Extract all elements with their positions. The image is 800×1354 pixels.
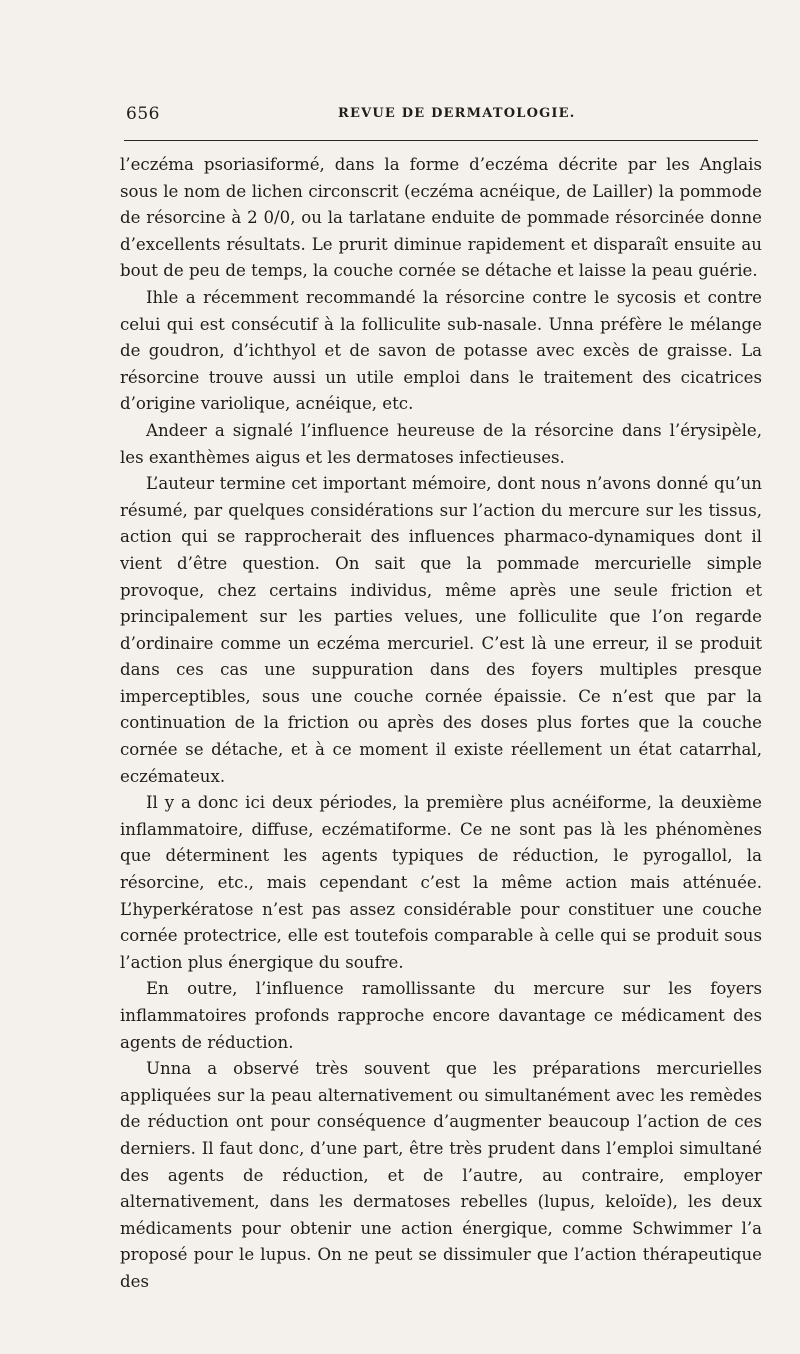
paragraph-andeer-erysipelas: Andeer a signalé l’influence heureuse de la résorcine dans l’érysipèle, les exanthèmes aigus et les dermatoses infectieuses. (120, 420, 762, 467)
paragraph-mercury-action: L’auteur termine cet important mémoire, dont nous n’avons donné qu’un résumé, par quelques considérations sur l’action du mercure sur les tissus, action qui se rapprocherait des influences pharmaco-dynamiques dont il vient d’être question. On sait que la pommade mercurielle simple provoque, chez certains individus, même après une seule friction et principalement sur les parties velues, une folliculite que l’on regarde d’ordinaire comme un eczéma mercuriel. C’est là une erreur, il se produit dans ces cas une suppuration dans des foyers multiples presque imperceptibles, sous une couche cornée épaissie. Ce n’est que par la continuation de la friction ou après des doses plus fortes que la couche cornée se détache, et à ce moment il existe réellement un état catarrhal, eczémateux. (120, 474, 762, 786)
header-rule (124, 140, 758, 141)
paragraph-eczema-treatment: l’eczéma psoriasiformé, dans la forme d’eczéma décrite par les Anglais sous le nom de lichen circonscrit (eczéma acnéique, de Lailler) la pommode de résorcine à 2 0/0, ou la tarlatane enduite de pommade résorcinée donne d’excellents résultats. Le prurit diminue rapidement et disparaît ensuite au bout de peu de temps, la couche cornée se détache et laisse la peau guérie. (120, 155, 762, 281)
paragraph-two-periods: Il y a donc ici deux périodes, la première plus acnéiforme, la deuxième inflammatoire, diffuse, eczématiforme. Ce ne sont pas là les phénomènes que déterminent les agents typiques de réduction, le pyrogallol, la résorcine, etc., mais cependant c’est la même action mais atténuée. L’hyperkératose n’est pas assez considérable pour constituer une couche cornée protectrice, elle est toutefois comparable à celle qui se produit sous l’action plus énergique du soufre. (120, 793, 762, 972)
body-text (120, 152, 762, 1296)
running-head: REVUE DE DERMATOLOGIE. (338, 106, 576, 121)
paragraph-ihle-sycosis: Ihle a récemment recommandé la résorcine contre le sycosis et contre celui qui est consécutif à la folliculite sub-nasale. Unna préfère le mélange de goudron, d’ichthyol et de savon de potasse avec excès de graisse. La résorcine trouve aussi un utile emploi dans le traitement des cicatrices d’origine variolique, acnéique, etc. (120, 287, 762, 414)
paragraph-softening-influence: En outre, l’influence ramollissante du mercure sur les foyers inflammatoires profonds rapproche encore davantage ce médicament des agents de réduction. (120, 979, 762, 1052)
page-number: 656 (126, 104, 160, 124)
page-header (122, 104, 756, 128)
paragraph-unna-observation: Unna a observé très souvent que les préparations mercurielles appliquées sur la peau alternativement ou simultanément avec les remèdes de réduction ont pour conséquence d’augmenter beaucoup l’action de ces derniers. Il faut donc, d’une part, être très prudent dans l’emploi simultané des agents de réduction, et de l’autre, au contraire, employer alternativement, dans les dermatoses rebelles (lupus, keloïde), les deux médicaments pour obtenir une action énergique, comme Schwimmer l’a proposé pour le lupus. On ne peut se dissimuler que l’action thérapeutique des (120, 1059, 762, 1291)
